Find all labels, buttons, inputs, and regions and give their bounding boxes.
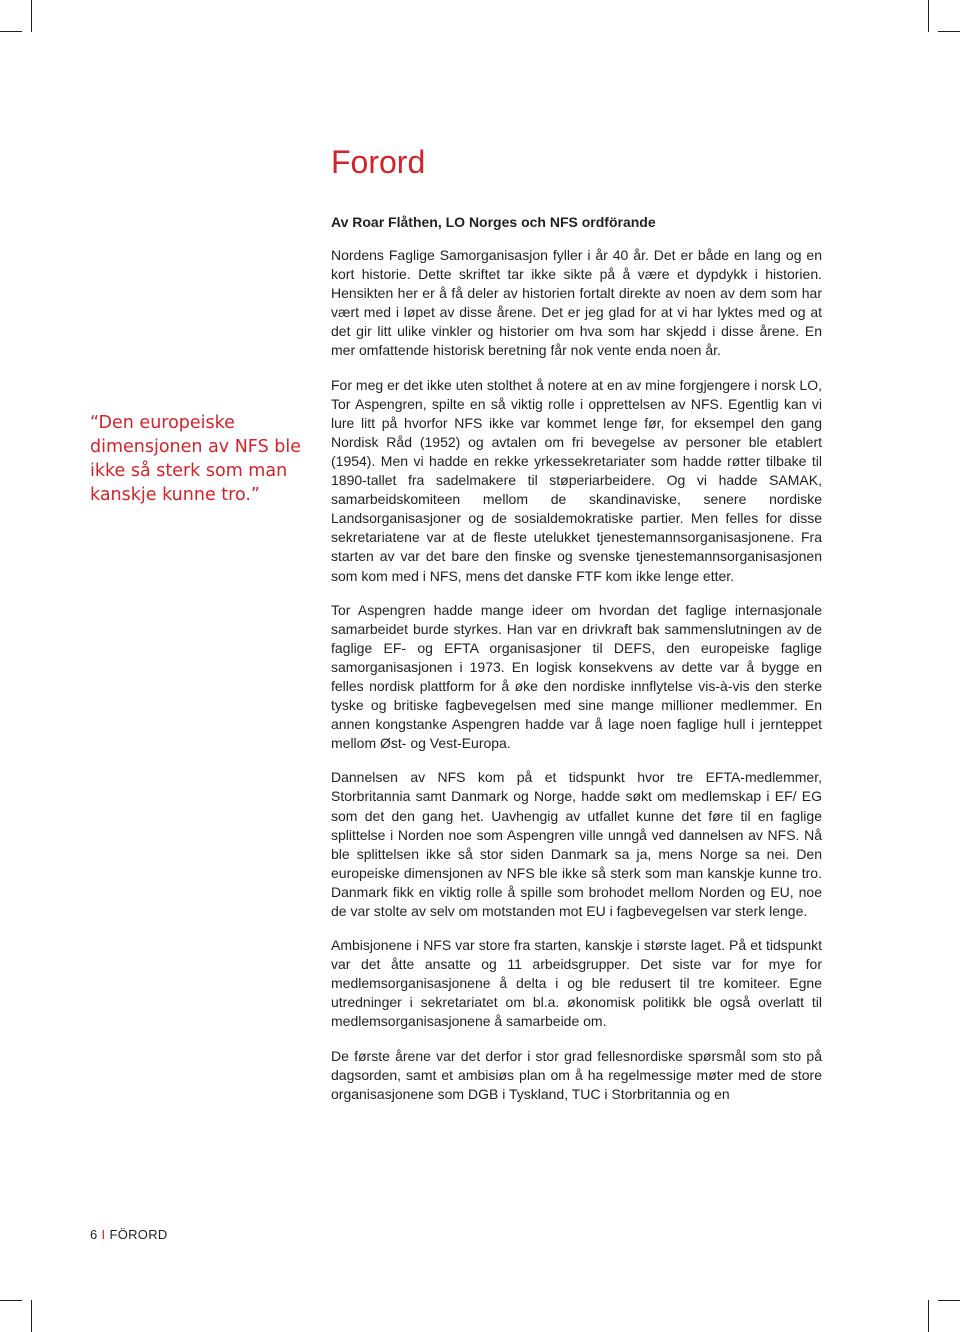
- article-body: [331, 246, 822, 1119]
- crop-mark: [0, 31, 22, 32]
- paragraph: Tor Aspengren hadde mange ideer om hvordan det faglige internasjonale samarbeidet burde styrkes. Han var en drivkraft bak sammenslutningen av de faglige EF- og EFTA organisasjoner til DEFS, den europeiske faglige samorganisasjonen i 1973. En logisk konsekvens av dette var å bygge en felles nordisk plattform for å øke den nordiske innflytelse vis-à-vis den sterke tyske og britiske fagbevegelsen med sine mange millioner medlemmer. En annen kongstanke Aspengren hadde var å lage noen faglige hull i jernteppet mellom Øst- og Vest-Europa.: [331, 601, 822, 752]
- crop-mark: [938, 31, 960, 32]
- page-title: Forord: [331, 144, 426, 180]
- crop-mark: [31, 0, 32, 32]
- page-footer: [90, 1226, 168, 1244]
- page-number: 6: [90, 1227, 98, 1242]
- paragraph: Dannelsen av NFS kom på et tidspunkt hvor tre EFTA-medlemmer, Storbritannia samt Danmark og Norge, hadde søkt om medlemskap i EF/ EG som det den gang het. Uavhengig av utfallet kunne det føre til en faglige splittelse i Norden noe som Aspengren ville unngå ved dannelsen av NFS. Nå ble splittelsen ikke så stor siden Danmark sa ja, mens Norge sa nei. Den europeiske dimensjonen av NFS ble ikke så sterk som man kanskje kunne tro. Danmark fikk en viktig rolle å spille som brohodet mellom Norden og EU, noe de var stolte av selv om motstanden mot EU i fagbevegelsen var sterk lenge.: [331, 769, 822, 919]
- crop-mark: [938, 1300, 960, 1301]
- paragraph: Nordens Faglige Samorganisasjon fyller i år 40 år. Det er både en lang og en kort historie. Dette skriftet tar ikke sikte på å være et dypdykk i historien. Hensikten her er å få deler av historien fortalt direkte av noen av dem som har vært med i løpet av disse årene. Det er jeg glad for at vi har lyktes med og at det gir litt ulike vinkler og historier om hva som har skjedd i disse årene. En mer omfattende historisk beretning får nok vente enda noen år.: [331, 247, 822, 359]
- paragraph: Ambisjonene i NFS var store fra starten, kanskje i største laget. På et tidspunkt var det åtte ansatte og 11 arbeidsgrupper. Det siste var for mye for medlemsorganisasjonene å delta i og ble redusert til tre komiteer. Egne utredninger i sekretariatet om bl.a. økonomisk politikk ble også overlatt til medlemsorganisasjonene å samarbeide om.: [331, 937, 822, 1030]
- crop-mark: [928, 0, 929, 32]
- section-label: FÖRORD: [109, 1227, 168, 1242]
- byline: Av Roar Flåthen, LO Norges och NFS ordförande: [331, 214, 656, 230]
- paragraph: De første årene var det derfor i stor grad fellesnordiske spørsmål som sto på dagsorden, samt et ambisiøs plan om å ha regelmessige møter med de store organisasjonene som DGB i Tyskland, TUC i Storbritannia og en: [331, 1047, 822, 1102]
- crop-mark: [0, 1300, 22, 1301]
- pull-quote: “Den europeiske dimensjonen av NFS ble ikke så sterk som man kanskje kunne tro.”: [90, 413, 301, 505]
- crop-mark: [31, 1300, 32, 1332]
- paragraph: For meg er det ikke uten stolthet å notere at en av mine forgjengere i norsk LO, Tor Aspengren, spilte en så viktig rolle i opprettelsen av NFS. Egentlig kan vi lure litt på hvorfor NFS ikke var kommet lenge før, for eksempel den gang Nordisk Råd (1952) og avtalen om fri bevegelse av personer ble etablert (1954). Men vi hadde en rekke yrkessekretariater som hadde røtter tilbake til 1890-tallet fra sadelmakere til støperiarbeidere. Og vi hadde SAMAK, samarbeidskomiteen mellom de skandinaviske, senere nordiske Landsorganisasjoner og de sosialdemokratiske partier. Men felles for disse sekretariatene var at de fleste utelukket tjenestemannsorganisasjonene. Fra starten av var det bare den finske og svenske tjenestemannsorganisasjonen som kom med i NFS, mens det danske FTF kom ikke lenge etter.: [331, 376, 822, 584]
- footer-separator: I: [101, 1227, 106, 1242]
- crop-mark: [928, 1300, 929, 1332]
